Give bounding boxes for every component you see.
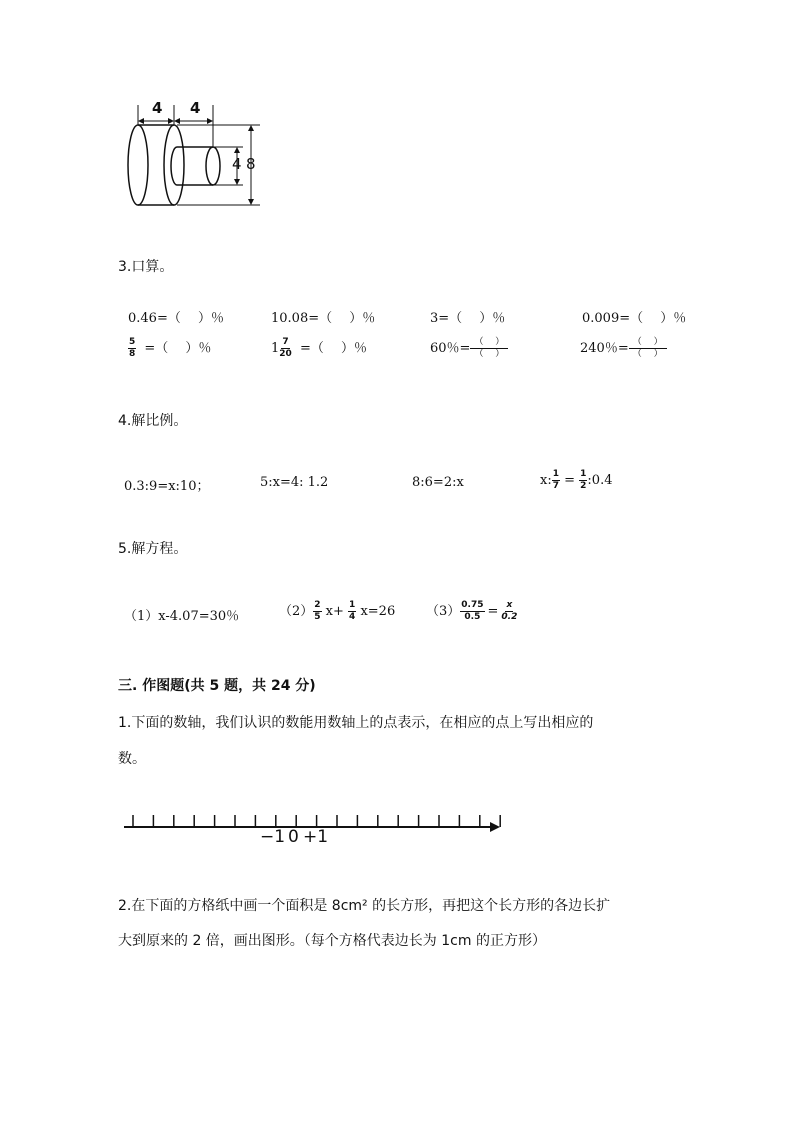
s3-q1-line2: 数。 — [118, 751, 146, 767]
dim-label-b: 4 — [190, 99, 201, 117]
q4-item-3: 8:6=2:x — [412, 475, 464, 490]
fraction: $\frac{2}{5}$ — [314, 600, 321, 622]
dim-label-d: 8 — [246, 155, 256, 173]
q4-item-1: 0.3:9=x:10； — [124, 479, 210, 494]
q3-item-2: 10.08=（ ）％ — [271, 311, 376, 326]
dim-label-c: 4 — [232, 155, 242, 173]
dim-label-a: 4 — [152, 99, 163, 117]
q4-item-4: x: $\frac{1}{7}$ = $\frac{1}{2}$ :0.4 — [540, 469, 613, 491]
q3-item-6: 1 $\frac{7}{20}$ =（ ）％ — [271, 337, 367, 359]
q4-item-2: 5:x=4: 1.2 — [260, 475, 329, 490]
q3-item-1: 0.46=（ ）％ — [128, 311, 224, 326]
q4-title: 4.解比例。 — [118, 413, 188, 429]
q3-item-8: 240％= $\frac{( )}{( )}$ — [580, 337, 667, 359]
section-heading: 三. 作图题(共 5 题，共 24 分) — [118, 678, 316, 694]
s3-q1-line1: 1.下面的数轴，我们认识的数能用数轴上的点表示，在相应的点上写出相应的 — [118, 715, 594, 731]
q3-item-3: 3=（ ）％ — [430, 311, 506, 326]
q5-item-2: （2） $\frac{2}{5}$ x+ $\frac{1}{4}$ x=26 — [279, 600, 396, 622]
fraction: $\frac{7}{20}$ — [279, 337, 292, 359]
s3-q2-line1: 2.在下面的方格纸中画一个面积是 8cm² 的长方形，再把这个长方形的各边长扩 — [118, 898, 611, 914]
fraction: $\frac{1}{7}$ — [552, 469, 559, 491]
fraction: $\frac{1}{2}$ — [580, 469, 587, 491]
q3-item-4: 0.009=（ ）％ — [582, 311, 687, 326]
blank-fraction: $\frac{( )}{( )}$ — [629, 338, 667, 359]
q5-item-3: （3） $\frac{0.75}{0.5}$ = $\frac{x}{0.2}$ — [426, 600, 518, 622]
s3-q2-line2: 大到原来的 2 倍，画出图形。（每个方格代表边长为 1cm 的正方形） — [118, 933, 546, 949]
q5-title: 5.解方程。 — [118, 541, 188, 557]
q3-title: 3.口算。 — [118, 259, 174, 275]
axis-label-minus-one: −1 — [260, 827, 286, 847]
q3-item-7: 60％= $\frac{( )}{( )}$ — [430, 337, 508, 359]
axis-label-plus-one: +1 — [303, 827, 329, 847]
q3-item-5: $\frac{5}{8}$ =（ ）％ — [129, 337, 212, 359]
blank-fraction: $\frac{( )}{( )}$ — [470, 338, 508, 359]
fraction: $\frac{1}{4}$ — [349, 600, 356, 622]
fraction: $\frac{x}{0.2}$ — [501, 600, 518, 622]
q5-item-1: （1）x-4.07=30％ — [124, 609, 240, 624]
axis-label-zero: 0 — [288, 827, 299, 847]
fraction: $\frac{0.75}{0.5}$ — [461, 600, 484, 622]
fraction: $\frac{5}{8}$ — [129, 337, 136, 359]
